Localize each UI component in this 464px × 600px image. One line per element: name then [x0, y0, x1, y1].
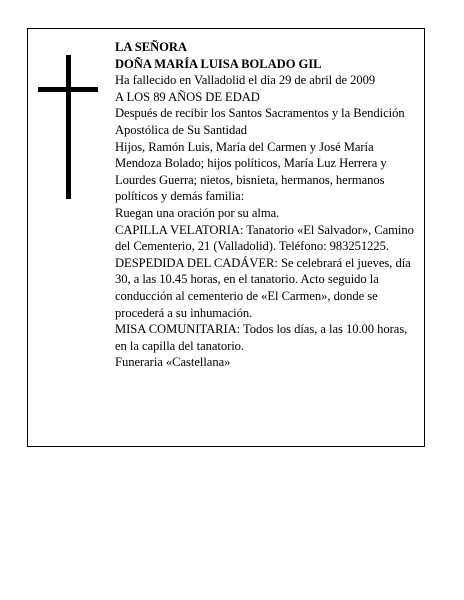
obituary-notice [27, 28, 425, 447]
funeral-home: Funeraria «Castellana» [115, 355, 231, 370]
cross-horizontal-bar [38, 87, 98, 92]
sacraments-line: Después de recibir los Santos Sacramentos y la Bendición Apostólica de Su Santidad [115, 106, 405, 137]
mass-info: MISA COMUNITARIA: Todos los días, a las 10.00 horas, en la capilla del tanatorio. [115, 322, 408, 353]
family-list: Hijos, Ramón Luis, María del Carmen y José María Mendoza Bolado; hijos políticos, María Luz Herrera y Lourdes Guerra; nietos, bisnieta, hermanos, hermanos políticos y demás familia: [115, 139, 387, 204]
cross-vertical-bar [66, 55, 71, 199]
age-line: A LOS 89 AÑOS DE EDAD [115, 89, 260, 104]
cross-icon [38, 55, 98, 199]
wake-info: CAPILLA VELATORIA: Tanatorio «El Salvador», Camino del Cementerio, 21 (Valladolid). Teléfono: 983251225. [115, 222, 414, 254]
obituary-text [115, 39, 419, 371]
deceased-name: DOÑA MARÍA LUISA BOLADO GIL [115, 56, 322, 71]
notice-title: LA SEÑORA [115, 40, 187, 54]
prayer-request: Ruegan una oración por su alma. [115, 205, 280, 220]
death-info: Ha fallecido en Valladolid el día 29 de abril de 2009 [115, 73, 376, 88]
farewell-info: DESPEDIDA DEL CADÁVER: Se celebrará el jueves, día 30, a las 10.45 horas, en el tanatorio. Acto seguido la conducción al cementerio de «El Carmen», donde se procederá a su inhumación. [115, 255, 411, 320]
